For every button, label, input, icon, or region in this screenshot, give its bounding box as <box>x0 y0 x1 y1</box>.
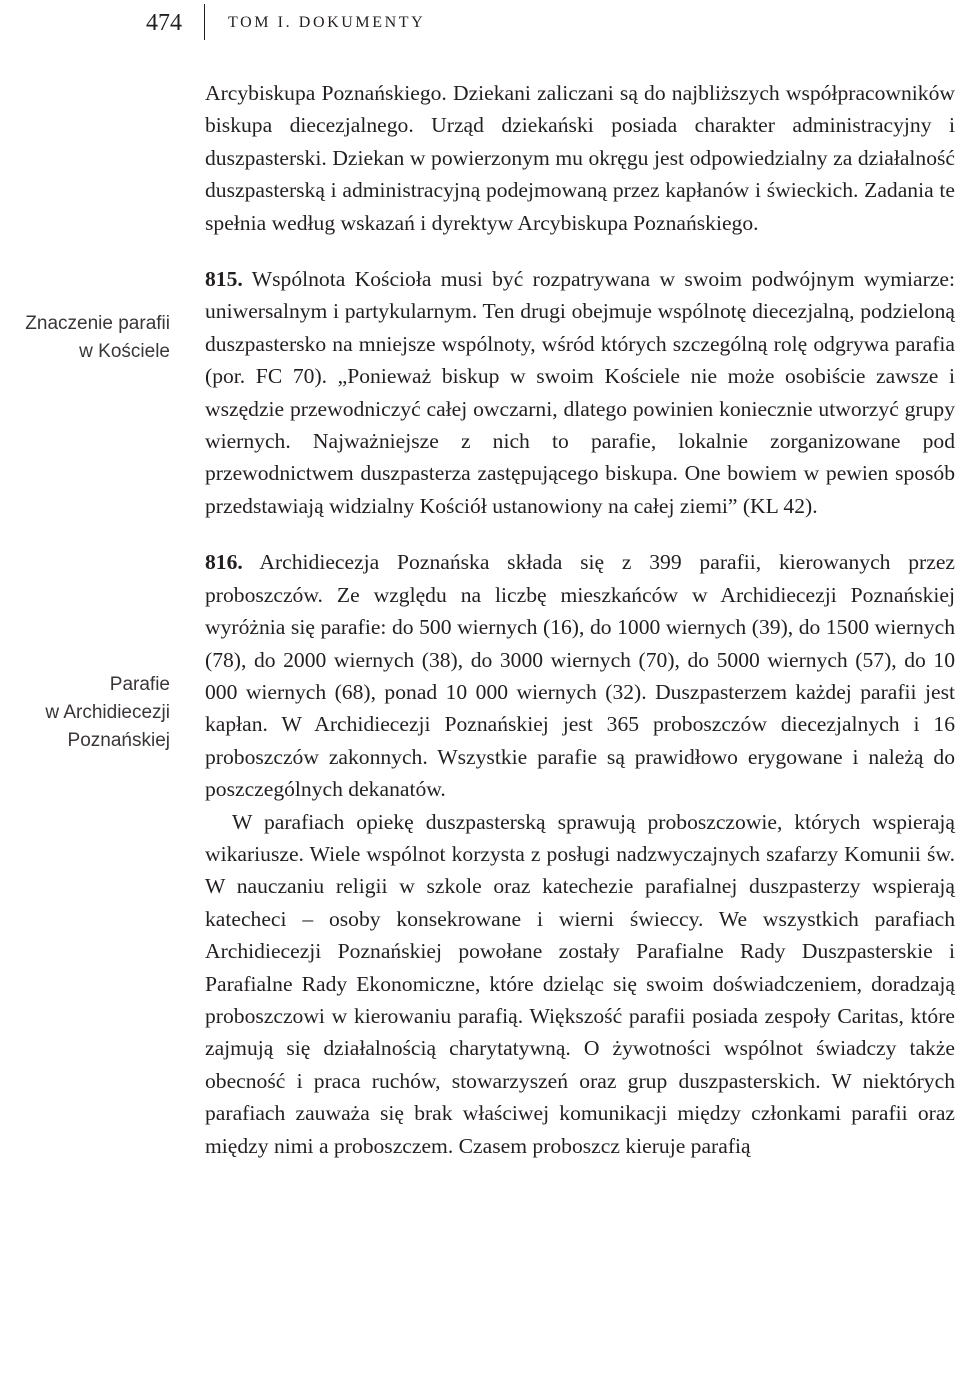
page-header <box>0 0 960 60</box>
paragraph-number: 816. <box>205 550 243 575</box>
paragraph-text: Archidiecezja Poznańska składa się z 399 parafii, kierowanych przez proboszczów. Ze względu na liczbę mieszkańców w Archidiecezji Poznańskiej wyróżnia się parafie: do 500 wiernych (16), do 1000 wiernych (39), do 1500 wiernych (78), do 2000 wiernych (38), do 3000 wiernych (70), do 5000 wiernych (57), do 10 000 wiernych (68), ponad 10 000 wiernych (32). Duszpasterzem każdej parafii jest kapłan. W Archidiecezji Poznańskiej jest 365 proboszczów diecezjalnych i 16 proboszczów zakonnych. Wszystkie parafie są prawidłowo erygowane i należą do poszczególnych dekanatów. <box>205 550 955 802</box>
margin-note-line: w Kościele <box>79 341 170 362</box>
margin-note-parishes-archdiocese <box>0 671 170 755</box>
margin-note-line: Poznańskiej <box>67 730 170 751</box>
main-text <box>205 77 955 1162</box>
page-number: 474 <box>146 10 182 36</box>
section-gap <box>205 522 955 546</box>
paragraph-number: 815. <box>205 267 243 292</box>
paragraph-815 <box>205 263 955 522</box>
paragraph-text: Wspólnota Kościoła musi być rozpatrywana w swoim podwójnym wymiarze: uniwersalnym i partykularnym. Ten drugi obejmuje wspólnotę diecezjalną, podzieloną duszpastersko na mniejsze wspólnoty, wśród których szczególną rolę odgrywa parafia (por. FC 70). „Ponieważ biskup w swoim Kościele nie może osobiście zawsze i wszędzie przewodniczyć całej owczarni, dlatego powinien koniecznie utworzyć grupy wiernych. Najważniejsze z nich to parafie, lokalnie zorganizowane pod przewodnictwem duszpasterza zastępującego biskupa. One bowiem w pewien sposób przedstawiają widzialny Kościół ustanowiony na całej ziemi” (KL 42). <box>205 267 955 518</box>
margin-note-line: w Archidiecezji <box>45 702 170 723</box>
header-divider <box>204 4 205 40</box>
margin-note-line: Parafie <box>109 674 170 695</box>
margin-note-parish-significance <box>0 310 170 366</box>
intro-paragraph: Arcybiskupa Poznańskiego. Dziekani zaliczani są do najbliższych współpracowników biskupa diecezjalnego. Urząd dziekański posiada charakter administracyjny i duszpasterski. Dziekan w powierzonym mu okręgu jest odpowiedzialny za działalność duszpasterską i administracyjną podejmowaną przez kapłanów i świeckich. Zadania te spełnia według wskazań i dyrektyw Arcybiskupa Poznańskiego. <box>205 81 955 235</box>
section-gap <box>205 239 955 263</box>
paragraph-816 <box>205 546 955 805</box>
margin-note-line: Znaczenie parafii <box>25 313 170 334</box>
paragraph-816-continuation: W parafiach opiekę duszpasterską sprawują proboszczowie, których wspierają wikariusze. Wiele wspólnot korzysta z posługi nadzwyczajnych szafarzy Komunii św. W nauczaniu religii w szkole oraz katechezie parafialnej duszpasterzy wspierają katecheci – osoby konsekrowane i wierni świeccy. We wszystkich parafiach Archidiecezji Poznańskiej powołane zostały Parafialne Rady Duszpasterskie i Parafialne Rady Ekonomiczne, które dzieląc się swoim doświadczeniem, doradzają proboszczowi w kierowaniu parafią. Większość parafii posiada zespoły Caritas, które zajmują się działalnością charytatywną. O żywotności wspólnot świadczy także obecność i praca ruchów, stowarzyszeń oraz grup duszpasterskich. W niektórych parafiach zauważa się brak właściwej komunikacji między członkami parafii oraz między nimi a proboszczem. Czasem proboszcz kieruje parafią <box>205 809 955 1158</box>
running-head: TOM I. DOKUMENTY <box>228 14 426 31</box>
